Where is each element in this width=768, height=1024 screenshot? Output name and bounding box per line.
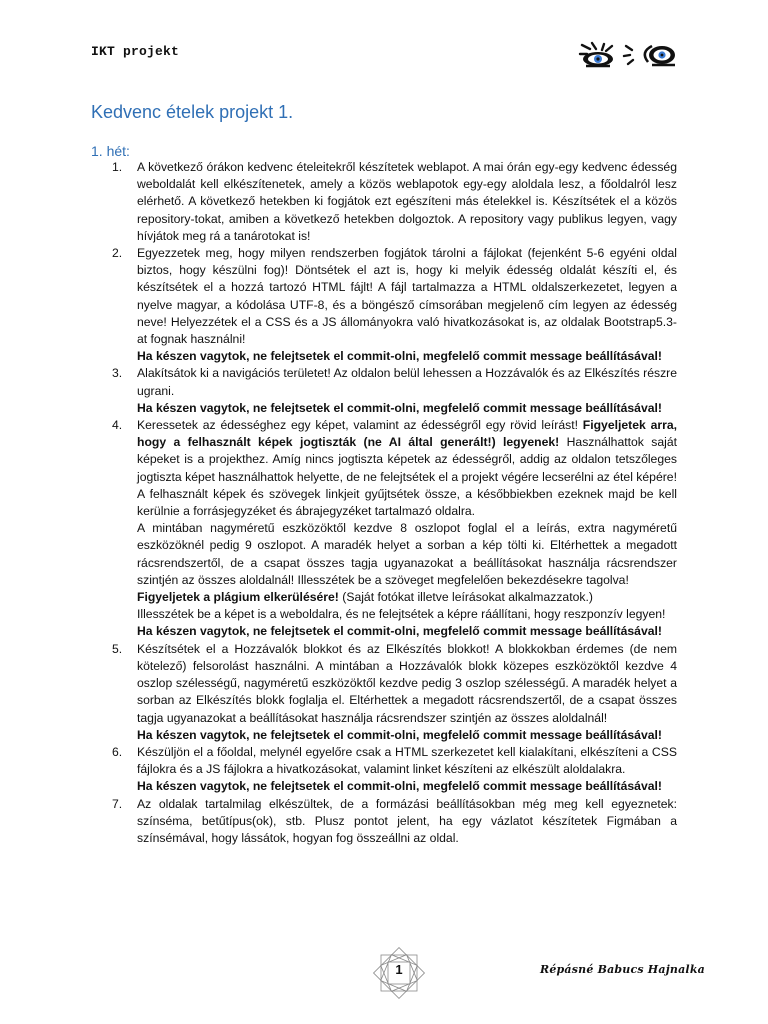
eyes-logo-icon	[578, 40, 678, 70]
body-text: A mintában nagyméretű eszközöktől kezdve 8 oszlopot foglal el a leírás, extra nagyméretű eszközöknél pedig 9 oszlopot. A maradék helyet a sorban a kép tölti ki. Eltérhettek a megadott rácsrendszertől, de a csapat összes tagja ugyanazokat a beállításokat használja rácsrendszer szintjén az összes aloldalnál! Illesszétek be a szöveget megfelelően bekezdésekre tagolva!	[137, 521, 677, 587]
task-number: 3.	[112, 366, 123, 381]
task-paragraph	[137, 796, 677, 848]
body-text: A felhasznált képek és szövegek linkjeit gyűjtsétek össze, a későbbiekben ezeknek majd be kell kerülnie a forrásjegyzéket és ábrajegyzéket tartalmazó oldalra.	[137, 486, 677, 519]
task-list	[91, 159, 677, 847]
body-text: Illesszétek be a képet is a weboldalra, és ne felejtsétek a képre ráállítani, hogy reszponzív legyen!	[137, 607, 666, 622]
task-paragraph	[137, 606, 677, 623]
emphasis-text: Ha készen vagytok, ne felejtsetek el commit-olni, megfelelő commit message beállításával!	[137, 349, 662, 364]
author-signature: Répásné Babucs Hajnalka	[540, 963, 705, 976]
task-paragraph	[137, 348, 677, 365]
body-text: A következő órákon kedvenc ételeitekről készítetek weblapot. A mai órán egy-egy kedvenc édesség weboldalát kell elkészítenetek, amely a közös weblapotok egy-egy aloldala lesz, a főoldalról lesz elérhető. A következő hetekben ki fogjátok ezt egészíteni más ételekkel is. Készítsétek el a közös repository-tokat, amiben a következő hetekben dolgoztok. A repository vagy publikus legyen, vagy hívjátok meg rá a tanárotokat is!	[137, 160, 677, 243]
body-text: Az oldalak tartalmilag elkészültek, de a formázási beállításokban még meg kell egyeznetek: színséma, betűtípus(ok), stb. Plusz pontot jelent, ha egy vázlatot készítetek Figmában a színsémával, hogy lássátok, hogyan fog összeállni az oldal.	[137, 796, 677, 845]
task-paragraph	[137, 159, 677, 245]
task-paragraph	[137, 641, 677, 727]
emphasis-text: Figyeljetek a plágium elkerülésére!	[137, 590, 339, 605]
task-paragraph	[137, 727, 677, 744]
task-item	[91, 365, 677, 417]
task-item	[91, 245, 677, 365]
page-number-badge	[366, 940, 432, 1006]
task-paragraph	[137, 589, 677, 606]
task-number: 4.	[112, 418, 123, 433]
task-paragraph	[137, 623, 677, 640]
body-text: Készüljön el a főoldal, melynél egyelőre csak a HTML szerkezetet kell kialakítani, elkészíteni a CSS fájlokra és a JS fájlokra a hivatkozásokat, valamint linket készíteni az elkészült aloldalakra.	[137, 744, 677, 777]
body-text: Alakítsátok ki a navigációs területet! Az oldalon belül lehessen a Hozzávalók és az Elkészítés részre ugrani.	[137, 366, 677, 398]
task-number: 5.	[112, 641, 123, 656]
task-paragraph	[137, 744, 677, 778]
body-text: (Saját fotókat illetve leírásokat alkalmazzatok.)	[338, 590, 593, 605]
emphasis-text: Ha készen vagytok, ne felejtsetek el commit-olni, megfelelő commit message beállításával!	[137, 624, 662, 639]
emphasis-text: Ha készen vagytok, ne felejtsetek el commit-olni, megfelelő commit message beállításával!	[137, 779, 662, 794]
header-title: IKT projekt	[91, 44, 180, 59]
emphasis-text: Figyeljetek arra, hogy a felhasznált képek jogtiszták (ne AI által generált!) legyenek!	[137, 418, 677, 450]
task-paragraph	[137, 486, 677, 520]
task-item	[91, 641, 677, 744]
body-text: Használhattok saját képeket is a projekthez. Amíg nincs jogtiszta képetek az édességről, addig az oldalon tetszőleges jogtiszta képet használhattok helyette, de ne felejtsétek el a projekt végére lecserélni az étel képére!	[137, 435, 677, 484]
body-text: Készítsétek el a Hozzávalók blokkot és az Elkészítés blokkot! A blokkokban érdemes (de nem kötelező) felsorolást használni. A mintában a Hozzávalók blokk közepes eszközöktől kezdve 4 oszlop szélességű, nagyméretű eszközöktől kezdve pedig 3 oszlop szélességű. A maradék helyet a sorban az Elkészítés blokk foglalja el. Eltérhettek a megadott rácsrendszertől, de a csapat összes tagja ugyanazokat a beállításokat használja rácsrendszer szintjén az összes aloldalnál!	[137, 641, 677, 725]
task-paragraph	[137, 365, 677, 399]
task-paragraph	[137, 400, 677, 417]
task-number: 7.	[112, 796, 123, 811]
document-title: Kedvenc ételek projekt 1.	[91, 102, 294, 122]
emphasis-text: Ha készen vagytok, ne felejtsetek el commit-olni, megfelelő commit message beállításával!	[137, 400, 662, 415]
page-number: 1	[395, 962, 403, 977]
task-item	[91, 744, 677, 796]
task-number: 1.	[112, 160, 123, 174]
emphasis-text: Ha készen vagytok, ne felejtsetek el commit-olni, megfelelő commit message beállításával!	[137, 727, 662, 742]
task-number: 6.	[112, 744, 123, 759]
task-item	[91, 159, 677, 245]
body-text: Keressetek az édességhez egy képet, valamint az édességről egy rövid leírást!	[137, 418, 583, 433]
body-text: Egyezzetek meg, hogy milyen rendszerben fogjátok tárolni a fájlokat (fejenként 5-6 egyéni oldal biztos, hogy készülni fog)! Döntsétek el azt is, hogy ki melyik édesség oldalát készíti el, és készítsétek el a hozzá tartozó HTML fájlt! A fájl tartalmazza a HTML oldalszerkezetet, legyen a nyelve magyar, a kódolása UTF-8, és a böngésző címsorában megjelenő cím legyen az édesség neve! Helyezzétek el a CSS és a JS állományokra való hivatkozásokat is, az oldalak Bootstrap5.3-at fognak használni!	[137, 246, 677, 347]
task-paragraph	[137, 520, 677, 589]
task-item	[91, 417, 677, 641]
task-paragraph	[137, 778, 677, 795]
task-paragraph	[137, 245, 677, 348]
week-heading: 1. hét:	[91, 143, 130, 159]
task-item	[91, 796, 677, 848]
task-number: 2.	[112, 246, 123, 261]
task-paragraph	[137, 417, 677, 486]
